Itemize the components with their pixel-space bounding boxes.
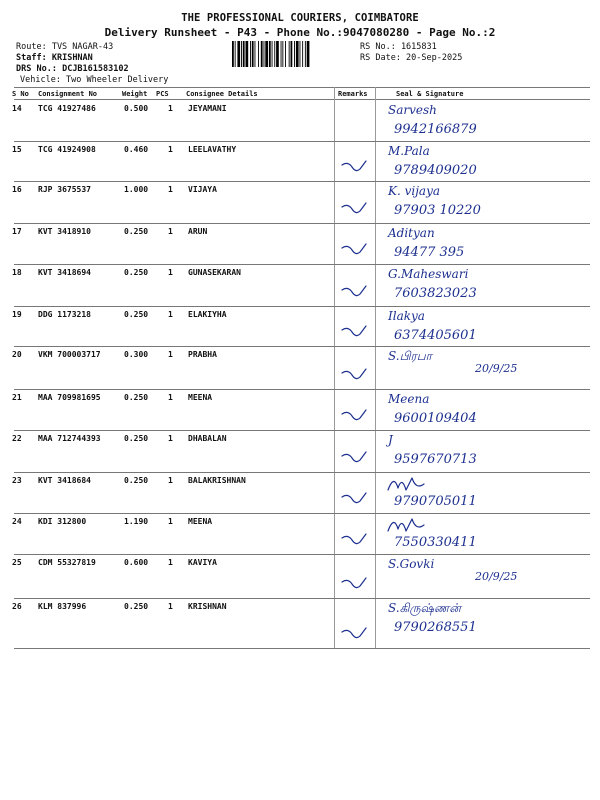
barcode-bar (246, 41, 249, 67)
remarks-column-divider (334, 87, 335, 648)
row-divider (14, 648, 590, 649)
seal-signature (380, 264, 600, 306)
barcode-bar (291, 41, 293, 67)
seal-signature (380, 346, 600, 389)
signature-phone: 94477 395 (394, 245, 465, 260)
row-pcs: 1 (168, 393, 173, 402)
row-weight: 0.300 (124, 350, 149, 359)
row-sno: 19 (12, 310, 22, 319)
signature-name: Adityan (388, 226, 435, 240)
signature-name: K. vijaya (388, 184, 441, 198)
barcode-bar (294, 41, 295, 67)
row-consignment-no: MAA 712744393 (38, 434, 101, 443)
row-sno: 16 (12, 185, 22, 194)
barcode-bar (235, 41, 236, 67)
seal-signature (380, 100, 600, 141)
row-weight: 0.250 (124, 393, 149, 402)
seal-signature (380, 181, 600, 223)
signature-name: S.கிருஷ்ணன் (388, 601, 461, 615)
row-sno: 26 (12, 602, 22, 611)
signature-phone: 9597670713 (394, 452, 477, 467)
remarks-tick-mark (340, 532, 370, 548)
signature-name: J (388, 433, 393, 447)
remarks-tick-mark (340, 159, 370, 175)
signature-name: S.பிரபா (388, 349, 432, 363)
row-consignment-no: MAA 709981695 (38, 393, 101, 402)
row-consignee: DHABALAN (188, 434, 227, 443)
row-sno: 25 (12, 558, 22, 567)
col-remarks-header: Remarks (338, 90, 368, 98)
seal-signature (380, 513, 600, 554)
row-pcs: 1 (168, 310, 173, 319)
row-consignee: PRABHA (188, 350, 217, 359)
remarks-tick-mark (340, 450, 370, 466)
row-consignee: MEENA (188, 517, 213, 526)
row-weight: 0.460 (124, 145, 149, 154)
seal-signature (380, 472, 600, 513)
seal-signature (380, 554, 600, 598)
col-consignee-header: Consignee Details (186, 90, 258, 98)
signature-phone: 9790705011 (394, 494, 477, 509)
row-weight: 0.250 (124, 476, 149, 485)
row-consignment-no: VKM 700003717 (38, 350, 101, 359)
row-sno: 17 (12, 227, 22, 236)
signature-name: Ilakya (388, 309, 425, 323)
barcode-bar (302, 41, 303, 67)
signature-name: Sarvesh (388, 103, 437, 117)
col-seal-header: Seal & Signature (396, 90, 464, 98)
staff-line (16, 53, 93, 63)
signature-phone: 9789409020 (394, 163, 477, 178)
seal-signature (380, 430, 600, 472)
staff-label: Staff: (16, 53, 47, 63)
seal-signature (380, 389, 600, 430)
barcode-bar (276, 41, 279, 67)
remarks-tick-mark (340, 367, 370, 383)
row-weight: 0.600 (124, 558, 149, 567)
row-consignment-no: CDM 55327819 (38, 558, 96, 567)
barcode-bar (281, 41, 282, 67)
signature-name: S.Govki (388, 557, 435, 571)
seal-column-divider (375, 87, 376, 648)
row-consignee: JEYAMANI (188, 104, 227, 113)
remarks-tick-mark (340, 242, 370, 258)
row-sno: 14 (12, 104, 22, 113)
seal-signature (380, 223, 600, 264)
rs-date: RS Date: 20-Sep-2025 (360, 53, 463, 63)
row-consignee: LEELAVATHY (188, 145, 237, 154)
row-weight: 0.250 (124, 310, 149, 319)
row-pcs: 1 (168, 227, 173, 236)
barcode-bar (305, 41, 306, 67)
row-pcs: 1 (168, 517, 173, 526)
barcode-bar (269, 41, 271, 67)
barcode-bar (307, 41, 310, 67)
barcode (232, 41, 354, 67)
drs-label: DRS No.: (16, 64, 57, 74)
barcode-bar (261, 41, 263, 67)
barcode-bar (264, 41, 265, 67)
signature-phone: 6374405601 (394, 328, 477, 343)
row-pcs: 1 (168, 602, 173, 611)
row-pcs: 1 (168, 434, 173, 443)
row-weight: 0.250 (124, 602, 149, 611)
row-consignment-no: KLM 837996 (38, 602, 87, 611)
remarks-tick-mark (340, 201, 370, 217)
row-consignment-no: DDG 1173218 (38, 310, 91, 319)
signature-date: 20/9/25 (475, 362, 518, 375)
drs-line (16, 64, 129, 74)
seal-signature (380, 141, 600, 181)
route-label: Route: TVS NAGAR-43 (16, 42, 114, 52)
signature-phone: 9600109404 (394, 411, 477, 426)
row-consignee: KAVIYA (188, 558, 217, 567)
row-weight: 0.500 (124, 104, 149, 113)
barcode-bar (250, 41, 251, 67)
row-weight: 0.250 (124, 268, 149, 277)
row-consignment-no: TCG 41927486 (38, 104, 96, 113)
row-consignee: MEENA (188, 393, 213, 402)
row-pcs: 1 (168, 558, 173, 567)
company-title: THE PROFESSIONAL COURIERS, COIMBATORE (181, 12, 419, 24)
signature-phone: 9790268551 (394, 620, 477, 635)
row-consignment-no: RJP 3675537 (38, 185, 91, 194)
row-sno: 22 (12, 434, 22, 443)
barcode-bar (265, 41, 268, 67)
row-sno: 24 (12, 517, 22, 526)
row-weight: 0.250 (124, 227, 149, 236)
signature-name: Meena (388, 392, 430, 406)
barcode-bar (232, 41, 234, 67)
col-consignment-header: Consignment No (38, 90, 98, 98)
signature-phone: 9942166879 (394, 122, 477, 137)
row-pcs: 1 (168, 104, 173, 113)
row-pcs: 1 (168, 350, 173, 359)
remarks-tick-mark (340, 284, 370, 300)
col-pcs-header: PCS (156, 90, 169, 98)
staff-value: KRISHNAN (51, 53, 93, 63)
barcode-bar (258, 41, 259, 67)
row-pcs: 1 (168, 476, 173, 485)
row-weight: 1.000 (124, 185, 149, 194)
barcode-bar (300, 41, 301, 67)
remarks-tick-mark (340, 626, 370, 642)
row-pcs: 1 (168, 268, 173, 277)
row-consignee: ARUN (188, 227, 208, 236)
row-pcs: 1 (168, 185, 173, 194)
seal-signature (380, 306, 600, 346)
signature-scribble (388, 478, 424, 490)
row-consignment-no: KDI 312800 (38, 517, 87, 526)
remarks-tick-mark (340, 408, 370, 424)
row-consignee: BALAKRISHNAN (188, 476, 246, 485)
table-top-border (14, 87, 590, 88)
remarks-tick-mark (340, 324, 370, 340)
barcode-bar (274, 41, 275, 67)
runsheet-subtitle: Delivery Runsheet - P43 - Phone No.:9047080280 - Page No.:2 (104, 26, 496, 39)
barcode-bar (296, 41, 299, 67)
col-weight-header: Weight (122, 90, 148, 98)
seal-signature (380, 598, 600, 648)
row-sno: 21 (12, 393, 22, 402)
remarks-tick-mark (340, 491, 370, 507)
barcode-bar (285, 41, 286, 67)
row-consignee: VIJAYA (188, 185, 217, 194)
signature-name: G.Maheswari (388, 267, 469, 281)
barcode-bar (252, 41, 254, 67)
row-consignment-no: TCG 41924908 (38, 145, 96, 154)
barcode-bar (272, 41, 273, 67)
signature-phone: 7603823023 (394, 286, 477, 301)
signature-phone: 7550330411 (394, 535, 477, 550)
signature-date: 20/9/25 (475, 570, 518, 583)
row-consignee: GUNASEKARAN (188, 268, 241, 277)
row-sno: 15 (12, 145, 22, 154)
col-sno-header: S No (12, 90, 29, 98)
row-consignment-no: KVT 3418694 (38, 268, 91, 277)
row-consignee: KRISHNAN (188, 602, 227, 611)
row-sno: 18 (12, 268, 22, 277)
signature-name: M.Pala (388, 144, 430, 158)
barcode-bar (243, 41, 245, 67)
row-pcs: 1 (168, 145, 173, 154)
row-consignment-no: KVT 3418684 (38, 476, 91, 485)
signature-scribble (388, 519, 424, 531)
vehicle-label: Vehicle: Two Wheeler Delivery (20, 75, 169, 85)
row-weight: 0.250 (124, 434, 149, 443)
barcode-bar (289, 41, 290, 67)
barcode-bar (255, 41, 256, 67)
barcode-bar (237, 41, 240, 67)
rs-number: RS No.: 1615831 (360, 42, 437, 52)
barcode-bar (282, 41, 283, 67)
drs-value: DCJB161583102 (62, 64, 129, 74)
barcode-bar (241, 41, 242, 67)
row-consignee: ELAKIYHA (188, 310, 227, 319)
row-consignment-no: KVT 3418910 (38, 227, 91, 236)
row-sno: 20 (12, 350, 22, 359)
row-weight: 1.190 (124, 517, 149, 526)
row-sno: 23 (12, 476, 22, 485)
remarks-tick-mark (340, 576, 370, 592)
signature-phone: 97903 10220 (394, 203, 481, 218)
